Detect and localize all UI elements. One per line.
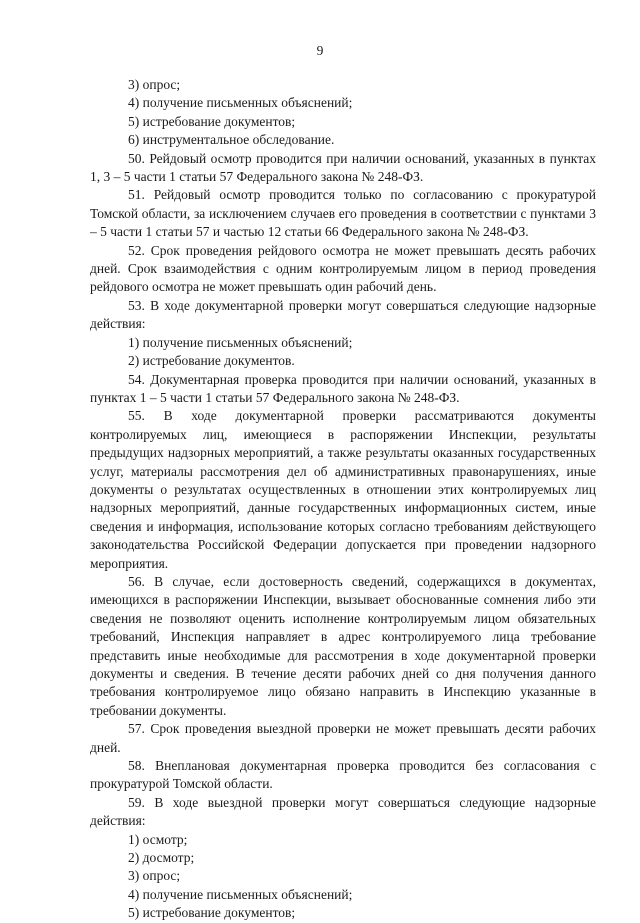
- list-item: 1) осмотр;: [128, 831, 188, 847]
- paragraph-58: 58. Внеплановая документарная проверка проводится без согласования с прокуратурой Томской области.: [90, 758, 596, 792]
- paragraph-51: 51. Рейдовый осмотр проводится только по согласованию с прокуратурой Томской области, за исключением случаев его проведения в соответствии с пунктами 3 – 5 части 1 статьи 57 и частью 12 статьи 66 Федерального закона № 248-ФЗ.: [90, 187, 596, 240]
- paragraph-55: 55. В ходе документарной проверки рассматриваются документы контролируемых лиц, имеющиеся в распоряжении Инспекции, результаты предыдущих надзорных мероприятий, а также результаты оказанных государственных услуг, материалы рассмотрения дел об административных правонарушениях, иные документы о результатах осуществленных в отношении этих контролируемых лиц надзорных мероприятий, данные государственных информационных систем, иные сведения и информация, использование которых согласно требованиям действующего законодательства Российской Федерации допускается при проведении надзорного мероприятия.: [90, 408, 596, 571]
- list-item: 6) инструментальное обследование.: [128, 132, 335, 148]
- page-number: 9: [316, 43, 324, 58]
- list-item: 4) получение письменных объяснений;: [128, 95, 353, 111]
- list-item: 1) получение письменных объяснений;: [128, 334, 353, 350]
- list-item: 5) истребование документов;: [128, 113, 296, 129]
- paragraph-59: 59. В ходе выездной проверки могут совершаться следующие надзорные действия:: [90, 794, 596, 829]
- paragraph-50: 50. Рейдовый осмотр проводится при наличии оснований, указанных в пунктах 1, 3 – 5 части 1 статьи 57 Федерального закона № 248-ФЗ.: [90, 150, 596, 185]
- paragraph-56: 56. В случае, если достоверность сведений, содержащихся в документах, имеющихся в распоряжении Инспекции, вызывает обоснованные сомнения либо эти сведения не позволяют оценить исполнение контролируемым лицом обязательных требований, Инспекция направляет в адрес контролируемого лица требование представить иные необходимые для рассмотрения в ходе документарной проверки документы и сведения. В течение десяти рабочих дней со дня получения данного требования контролируемое лицо обязано направить в Инспекцию указанные в требовании документы.: [90, 573, 596, 718]
- list-item: 5) истребование документов;: [128, 905, 296, 921]
- list-item: 2) досмотр;: [128, 850, 195, 866]
- paragraph-52: 52. Срок проведения рейдового осмотра не может превышать десять рабочих дней. Срок взаимодействия с одним контролируемым лицом в период проведения рейдового осмотра не может превышать один рабочий день.: [90, 242, 596, 295]
- list-item: 3) опрос;: [128, 868, 181, 884]
- list-item: 2) истребование документов.: [128, 353, 295, 369]
- document-body: [90, 76, 596, 923]
- paragraph-53: 53. В ходе документарной проверки могут совершаться следующие надзорные действия:: [90, 297, 596, 332]
- list-item: 4) получение письменных объяснений;: [128, 886, 353, 902]
- list-item: 3) опрос;: [128, 77, 181, 92]
- paragraph-54: 54. Документарная проверка проводится при наличии оснований, указанных в пунктах 1 – 5 части 1 статьи 57 Федерального закона № 248-ФЗ.: [90, 371, 596, 405]
- paragraph-57: 57. Срок проведения выездной проверки не может превышать десяти рабочих дней.: [90, 721, 596, 755]
